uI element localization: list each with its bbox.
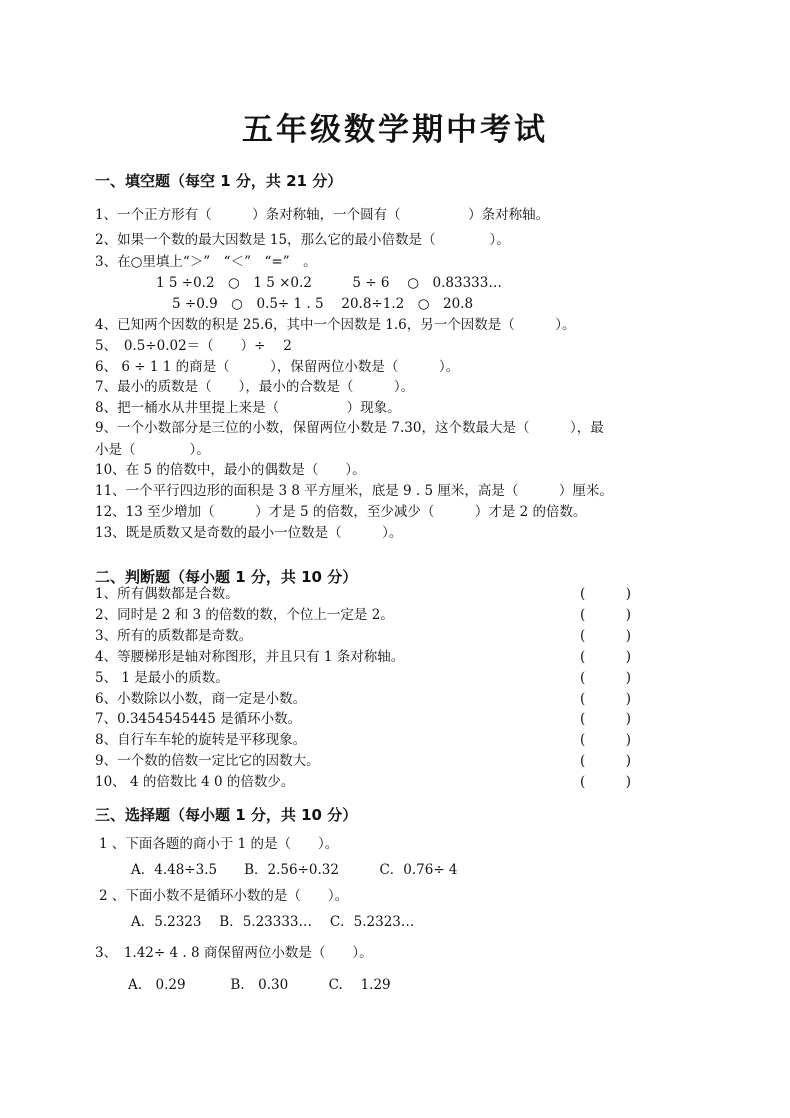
choice-options: A．4.48÷3.5 B．2.56÷0.32 C．0.76÷ 4	[131, 862, 458, 878]
answer-parentheses[interactable]: ( )	[580, 711, 632, 727]
question-line: 2 、下面小数不是循环小数的是（ ）。	[99, 888, 349, 904]
question-line: 9、一个小数部分是三位的小数，保留两位小数是 7.30，这个数最大是（ ），最	[95, 420, 604, 436]
question-line: 11、一个平行四边形的面积是 3 8 平方厘米，底是 9 . 5 厘米，高是（ ）厘米。	[95, 483, 613, 499]
question-line: 6、 6 ÷ 1 1 的商是（ ），保留两位小数是（ ）。	[95, 359, 460, 375]
question-line: 1、一个正方形有（ ）条对称轴，一个圆有（ ）条对称轴。	[95, 207, 550, 223]
choice-options: A. 0.29 B. 0.30 C. 1.29	[128, 977, 391, 993]
answer-parentheses[interactable]: ( )	[580, 670, 632, 686]
judgment-item: 9、一个数的倍数一定比它的因数大。	[95, 753, 320, 769]
section-fill-in-header: 一、填空题（每空 1 分，共 21 分）	[95, 172, 343, 190]
judgment-item: 10、 4 的倍数比 4 0 的倍数少。	[95, 774, 295, 790]
section-judgment-header: 二、判断题（每小题 1 分，共 10 分）	[95, 568, 358, 586]
question-line: 1 、下面各题的商小于 1 的是（ ）。	[99, 836, 339, 852]
answer-parentheses[interactable]: ( )	[580, 649, 632, 665]
answer-parentheses[interactable]: ( )	[580, 753, 632, 769]
answer-parentheses[interactable]: ( )	[580, 691, 632, 707]
question-line: 3、 1.42÷ 4 . 8 商保留两位小数是（ ）。	[95, 945, 373, 961]
question-line: 3、在○里填上“＞” “＜” “=” 。	[95, 254, 317, 270]
answer-parentheses[interactable]: ( )	[580, 586, 632, 602]
question-line: 5 ÷0.9 ○ 0.5÷ 1 . 5 20.8÷1.2 ○ 20.8	[172, 296, 474, 312]
question-line: 12、13 至少增加（ ）才是 5 的倍数，至少减少（ ）才是 2 的倍数。	[95, 504, 587, 520]
page-title: 五年级数学期中考试	[242, 112, 548, 148]
answer-parentheses[interactable]: ( )	[580, 607, 632, 623]
question-line: 1 5 ÷0.2 ○ 1 5 ×0.2 5 ÷ 6 ○ 0.83333…	[156, 275, 502, 291]
question-line: 13、既是质数又是奇数的最小一位数是（ ）。	[95, 525, 403, 541]
answer-parentheses[interactable]: ( )	[580, 732, 632, 748]
question-line: 2、如果一个数的最大因数是 15，那么它的最小倍数是（ ）。	[95, 232, 510, 248]
choice-options: A．5.2323 B．5.23333… C．5.2323…	[131, 914, 415, 930]
judgment-item: 7、0.3454545445 是循环小数。	[95, 711, 302, 727]
question-line: 小是（ ）。	[95, 442, 210, 458]
answer-parentheses[interactable]: ( )	[580, 628, 632, 644]
judgment-item: 8、自行车车轮的旋转是平移现象。	[95, 732, 307, 748]
judgment-item: 4、等腰梯形是轴对称图形，并且只有 1 条对称轴。	[95, 649, 405, 665]
judgment-item: 3、所有的质数都是奇数。	[95, 628, 253, 644]
judgment-item: 1、所有偶数都是合数。	[95, 586, 239, 602]
judgment-item: 2、同时是 2 和 3 的倍数的数，个位上一定是 2。	[95, 607, 394, 623]
judgment-item: 6、小数除以小数，商一定是小数。	[95, 691, 307, 707]
question-line: 4、已知两个因数的积是 25.6，其中一个因数是 1.6，另一个因数是（ ）。	[95, 317, 576, 333]
question-line: 7、最小的质数是（ ），最小的合数是（ ）。	[95, 379, 415, 395]
judgment-item: 5、 1 是最小的质数。	[95, 670, 229, 686]
answer-parentheses[interactable]: ( )	[580, 774, 632, 790]
question-line: 5、 0.5÷0.02＝（ ）÷ 2	[95, 338, 292, 354]
section-choice-header: 三、选择题（每小题 1 分，共 10 分）	[95, 806, 358, 824]
question-line: 8、把一桶水从井里提上来是（ ）现象。	[95, 400, 401, 416]
question-line: 10、在 5 的倍数中，最小的偶数是（ ）。	[95, 462, 366, 478]
